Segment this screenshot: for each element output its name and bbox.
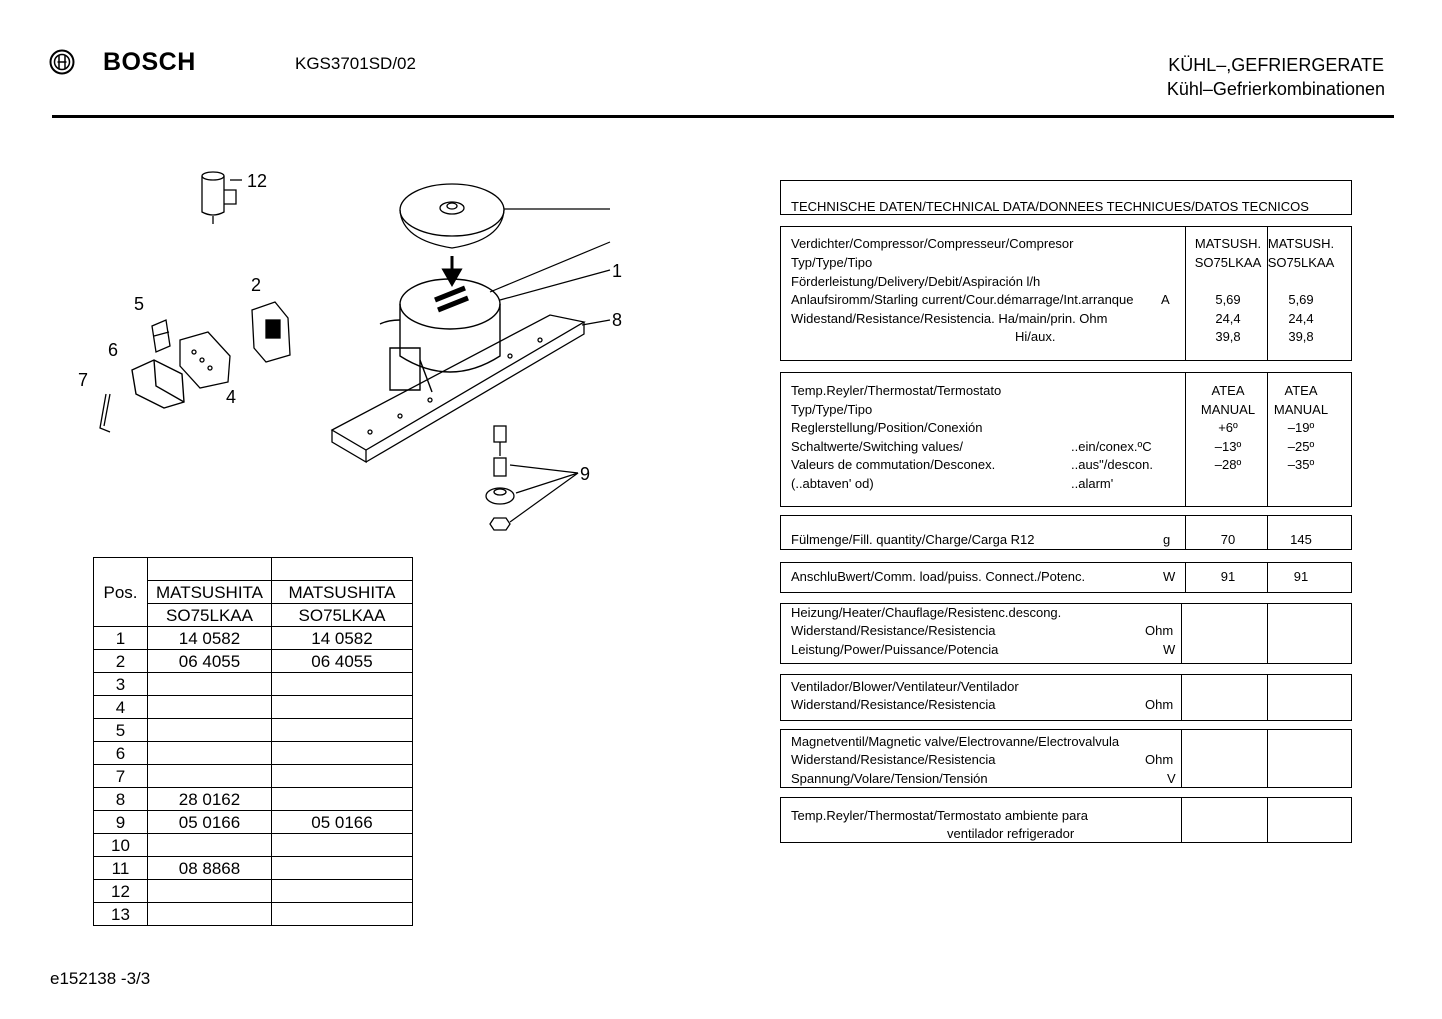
blower-resistance-label: Widerstand/Resistance/Resistencia <box>791 697 996 712</box>
col1-model: SO75LKAA <box>148 604 272 627</box>
part-number-cell <box>148 673 272 696</box>
part-number-cell <box>272 673 413 696</box>
heater-resistance-unit: Ohm <box>1145 623 1174 638</box>
brand-name: BOSCH <box>103 48 196 76</box>
callout-9: 9 <box>580 464 591 484</box>
bosch-logo-icon <box>49 49 75 75</box>
alarm-label: ..alarm' <box>1071 476 1114 491</box>
tech-title: TECHNISCHE DATEN/TECHNICAL DATA/DONNEES TECHNICUES/DATOS TECNICOS <box>791 199 1309 214</box>
thermostat-label: Temp.Reyler/Thermostat/Termostato <box>791 383 1002 398</box>
part-number-cell <box>272 857 413 880</box>
pos-cell: 11 <box>94 857 148 880</box>
thermo-b-type: MANUAL <box>1273 402 1329 417</box>
thermo-b-maker: ATEA <box>1284 383 1318 398</box>
tech-title-box <box>780 180 1352 215</box>
pos-cell: 8 <box>94 788 148 811</box>
comp-a-aux: 39,8 <box>1215 329 1241 344</box>
col2-model: SO75LKAA <box>272 604 413 627</box>
header-divider <box>52 115 1394 118</box>
callout-6: 6 <box>108 340 119 360</box>
table-row <box>94 834 413 857</box>
model-number: KGS3701SD/02 <box>295 54 416 73</box>
comp-a-type: SO75LKAA <box>1194 255 1262 270</box>
heater-box <box>780 603 1352 664</box>
part-number-cell <box>272 834 413 857</box>
switching-values-label: Schaltwerte/Switching values/ <box>791 439 963 454</box>
part-number-cell <box>148 765 272 788</box>
part-number-cell: 14 0582 <box>148 627 272 650</box>
callout-7: 7 <box>78 370 89 390</box>
page-title: KÜHL–,GEFRIERGERATE <box>1168 55 1384 75</box>
heater-resistance-label: Widerstand/Resistance/Resistencia <box>791 623 996 638</box>
delivery-label: Förderleistung/Delivery/Debit/Aspiración l/h <box>791 274 1041 289</box>
part-1-compressor <box>380 279 500 392</box>
table-row <box>94 719 413 742</box>
part-number-cell: 14 0582 <box>272 627 413 650</box>
part-6-cover <box>132 360 184 408</box>
heater-power-label: Leistung/Power/Puissance/Potencia <box>791 642 999 657</box>
valve-resistance-label: Widerstand/Resistance/Resistencia <box>791 752 996 767</box>
table-row <box>94 742 413 765</box>
callout-5: 5 <box>134 294 145 314</box>
part-number-cell <box>272 719 413 742</box>
pos-header: Pos. <box>94 558 148 627</box>
callout-2: 2 <box>251 275 262 295</box>
thermo-b-off: –35º <box>1287 457 1315 472</box>
thermo-a-position: +6º <box>1218 420 1238 435</box>
table-row <box>94 880 413 903</box>
heater-power-unit: W <box>1163 642 1176 657</box>
comp-b-main: 24,4 <box>1288 311 1314 326</box>
blower-box <box>780 674 1352 721</box>
heater-label: Heizung/Heater/Chauflage/Resistenc.descong. <box>791 605 1062 620</box>
position-label: Reglerstellung/Position/Conexión <box>791 420 983 435</box>
valve-resistance-unit: Ohm <box>1145 752 1174 767</box>
valve-voltage-label: Spannung/Volare/Tension/Tensión <box>791 771 988 786</box>
pos-cell: 10 <box>94 834 148 857</box>
table-row <box>94 788 413 811</box>
parts-table <box>93 557 413 926</box>
thermo-b-on: –25º <box>1287 439 1315 454</box>
abtaven-label: (..abtaven' od) <box>791 476 874 491</box>
callout-4: 4 <box>226 387 237 407</box>
comp-b-type: SO75LKAA <box>1267 255 1335 270</box>
fill-quantity-box <box>780 515 1352 550</box>
valeurs-label: Valeurs de commutation/Desconex. <box>791 457 996 472</box>
pos-cell: 1 <box>94 627 148 650</box>
part-number-cell <box>148 696 272 719</box>
comp-b-current: 5,69 <box>1288 292 1314 307</box>
page-subtitle: Kühl–Gefrierkombinationen <box>1166 79 1385 99</box>
comp-a-main: 24,4 <box>1215 311 1241 326</box>
thermo-a-type: MANUAL <box>1200 402 1256 417</box>
valve-box <box>780 729 1352 788</box>
thermo-a-off: –28º <box>1214 457 1242 472</box>
ambient-thermostat-box <box>780 797 1352 843</box>
callout-1: 1 <box>612 261 623 281</box>
pos-cell: 2 <box>94 650 148 673</box>
switch-off-label: ..aus"/descon. <box>1071 457 1153 472</box>
part-9-mounting-kit <box>486 426 514 530</box>
thermostat-type-label: Typ/Type/Tipo <box>791 402 873 417</box>
col2-maker: MATSUSHITA <box>272 581 413 604</box>
blower-resistance-unit: Ohm <box>1145 697 1174 712</box>
pos-cell: 3 <box>94 673 148 696</box>
part-number-cell <box>148 880 272 903</box>
part-number-cell <box>148 742 272 765</box>
resistance-main-label: Widestand/Resistance/Resistencia. Ha/main/prin. Ohm <box>791 311 1108 326</box>
pos-cell: 12 <box>94 880 148 903</box>
fill-quantity-unit: g <box>1163 532 1171 547</box>
table-row <box>94 650 413 673</box>
document-code: e152138 -3/3 <box>50 969 151 988</box>
thermo-a-on: –13º <box>1214 439 1242 454</box>
part-number-cell: 08 8868 <box>148 857 272 880</box>
thermo-a-maker: ATEA <box>1211 383 1245 398</box>
part-number-cell <box>148 903 272 926</box>
compressor-box <box>780 226 1352 361</box>
callout-10: 12 <box>247 171 268 191</box>
load-unit: W <box>1163 569 1176 584</box>
pos-cell: 6 <box>94 742 148 765</box>
part-number-cell <box>272 742 413 765</box>
pos-cell: 5 <box>94 719 148 742</box>
comp-b-maker: MATSUSH. <box>1267 236 1335 251</box>
compressor-type-label: Typ/Type/Tipo <box>791 255 873 270</box>
part-number-cell <box>148 719 272 742</box>
starting-current-unit: A <box>1161 292 1170 307</box>
part-number-cell <box>272 788 413 811</box>
blower-label: Ventilador/Blower/Ventilateur/Ventilador <box>791 679 1019 694</box>
ambient-thermostat-label-2: ventilador refrigerador <box>947 826 1075 841</box>
part-number-cell <box>272 696 413 719</box>
valve-voltage-unit: V <box>1167 771 1176 786</box>
load-label: AnschluBwert/Comm. load/puiss. Connect./Potenc. <box>791 569 1086 584</box>
part-number-cell: 06 4055 <box>148 650 272 673</box>
comp-a-current: 5,69 <box>1215 292 1241 307</box>
part-2-starter-relay <box>252 302 290 362</box>
thermostat-box <box>780 372 1352 507</box>
load-box <box>780 562 1352 593</box>
part-4-overload-protector <box>180 332 230 388</box>
part-10-capacitor <box>202 172 242 224</box>
part-number-cell: 06 4055 <box>272 650 413 673</box>
table-row <box>94 696 413 719</box>
part-7-bracket <box>100 394 110 432</box>
ambient-thermostat-label: Temp.Reyler/Thermostat/Termostato ambiente para <box>791 808 1088 823</box>
part-number-cell: 28 0162 <box>148 788 272 811</box>
pos-cell: 4 <box>94 696 148 719</box>
switch-on-label: ..ein/conex.ºC <box>1071 439 1152 454</box>
pos-cell: 9 <box>94 811 148 834</box>
exploded-parts-diagram <box>70 160 670 540</box>
part-number-cell: 05 0166 <box>148 811 272 834</box>
part-5-clip <box>152 320 170 352</box>
valve-label: Magnetventil/Magnetic valve/Electrovanne/Electrovalvula <box>791 734 1120 749</box>
part-number-cell <box>272 903 413 926</box>
compressor-label: Verdichter/Compressor/Compresseur/Compresor <box>791 236 1074 251</box>
table-row <box>94 765 413 788</box>
part-number-cell <box>272 880 413 903</box>
table-row <box>94 627 413 650</box>
part-number-cell: 05 0166 <box>272 811 413 834</box>
part-number-cell <box>272 765 413 788</box>
part-number-cell <box>148 834 272 857</box>
col1-maker: MATSUSHITA <box>148 581 272 604</box>
resistance-aux-label: Hi/aux. <box>1015 329 1056 344</box>
callout-8: 8 <box>612 310 623 330</box>
comp-a-maker: MATSUSH. <box>1194 236 1262 251</box>
table-row <box>94 857 413 880</box>
part-11-drip-tray <box>400 184 504 248</box>
table-row <box>94 673 413 696</box>
fill-b-value: 145 <box>1290 532 1312 547</box>
thermo-b-position: –19º <box>1287 420 1315 435</box>
pos-cell: 7 <box>94 765 148 788</box>
starting-current-label: Anlaufsiromm/Starling current/Cour.démarrage/Int.arranque <box>791 292 1134 307</box>
part-8-base-plate <box>332 315 584 462</box>
pos-cell: 13 <box>94 903 148 926</box>
comp-b-aux: 39,8 <box>1288 329 1314 344</box>
load-b-value: 91 <box>1293 569 1309 584</box>
fill-quantity-label: Fülmenge/Fill. quantity/Charge/Carga R12 <box>791 532 1035 547</box>
load-a-value: 91 <box>1220 569 1236 584</box>
table-row <box>94 903 413 926</box>
fill-a-value: 70 <box>1220 532 1236 547</box>
table-row <box>94 811 413 834</box>
